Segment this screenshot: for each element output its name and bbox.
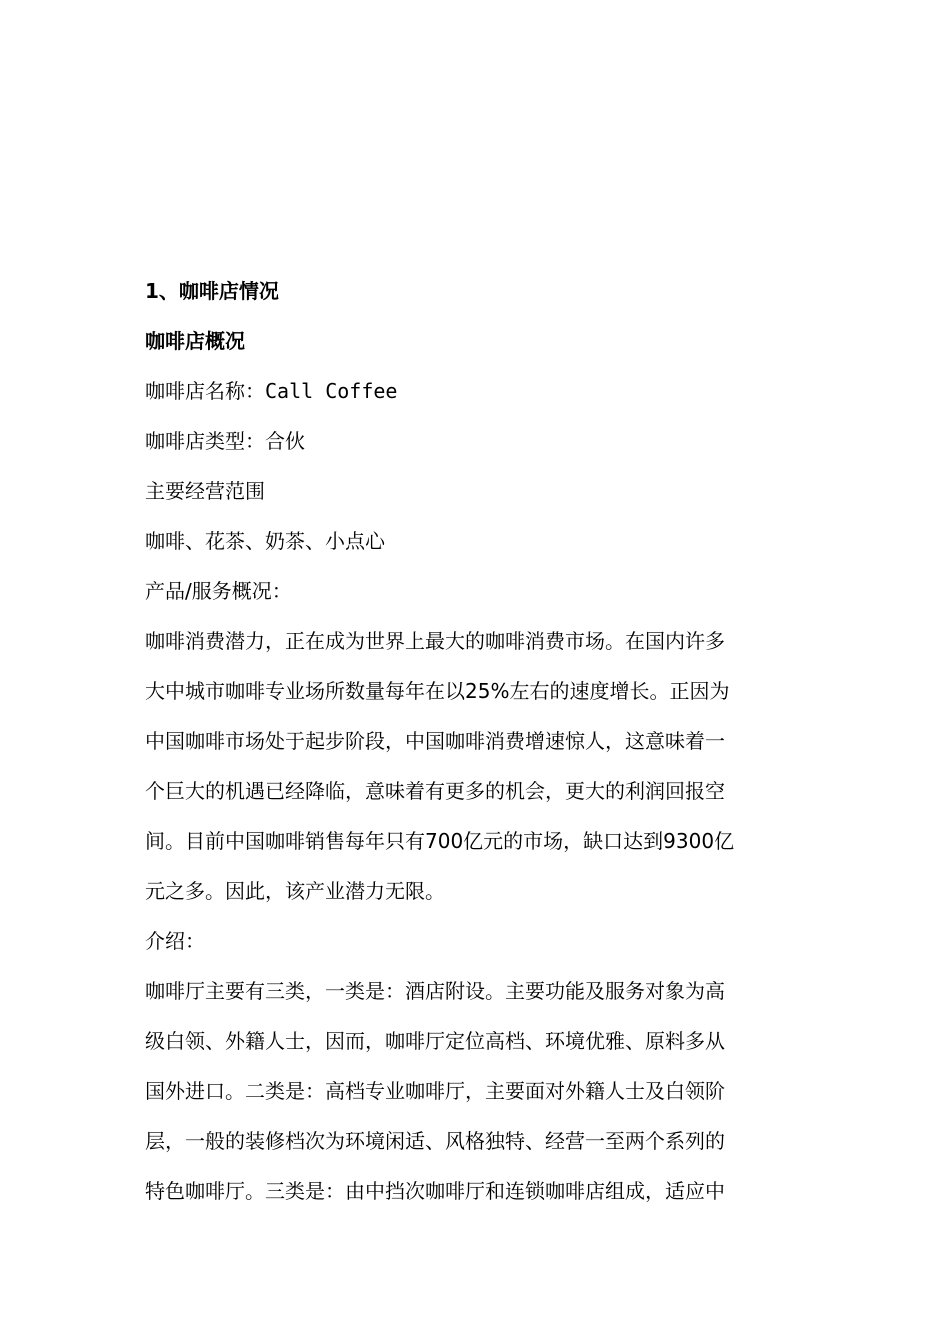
paragraph-line: 中国咖啡市场处于起步阶段，中国咖啡消费增速惊人，这意味着一 <box>145 729 725 753</box>
paragraph-line: 咖啡消费潜力，正在成为世界上最大的咖啡消费市场。在国内许多 <box>145 629 725 653</box>
paragraph-line: 大中城市咖啡专业场所数量每年在以25%左右的速度增长。正因为 <box>145 679 730 703</box>
document-page <box>145 266 807 1216</box>
products-label: 产品/服务概况： <box>145 579 292 603</box>
shop-name-value: Call Coffee <box>265 379 398 403</box>
shop-type-line: 咖啡店类型：合伙 <box>145 429 305 453</box>
paragraph-line: 国外进口。二类是：高档专业咖啡厅，主要面对外籍人士及白领阶 <box>145 1079 725 1103</box>
shop-name-line <box>145 366 807 416</box>
intro-paragraph <box>145 966 807 1216</box>
paragraph-line: 级白领、外籍人士，因而，咖啡厅定位高档、环境优雅、原料多从 <box>145 1029 725 1053</box>
paragraph-line: 特色咖啡厅。三类是：由中挡次咖啡厅和连锁咖啡店组成，适应中 <box>145 1179 725 1203</box>
shop-name-label: 咖啡店名称： <box>145 379 265 403</box>
paragraph-line: 层，一般的装修档次为环境闲适、风格独特、经营一至两个系列的 <box>145 1129 725 1153</box>
business-scope-label: 主要经营范围 <box>145 479 265 503</box>
subsection-heading: 咖啡店概况 <box>145 329 245 353</box>
paragraph-line: 咖啡厅主要有三类，一类是：酒店附设。主要功能及服务对象为高 <box>145 979 725 1003</box>
business-scope-items: 咖啡、花茶、奶茶、小点心 <box>145 529 385 553</box>
section-heading: 1、咖啡店情况 <box>145 279 279 303</box>
intro-label: 介绍： <box>145 929 205 953</box>
paragraph-line: 元之多。因此，该产业潜力无限。 <box>145 879 445 903</box>
paragraph-line: 个巨大的机遇已经降临，意味着有更多的机会，更大的利润回报空 <box>145 779 725 803</box>
market-paragraph <box>145 616 807 916</box>
paragraph-line: 间。目前中国咖啡销售每年只有700亿元的市场，缺口达到9300亿 <box>145 829 735 853</box>
